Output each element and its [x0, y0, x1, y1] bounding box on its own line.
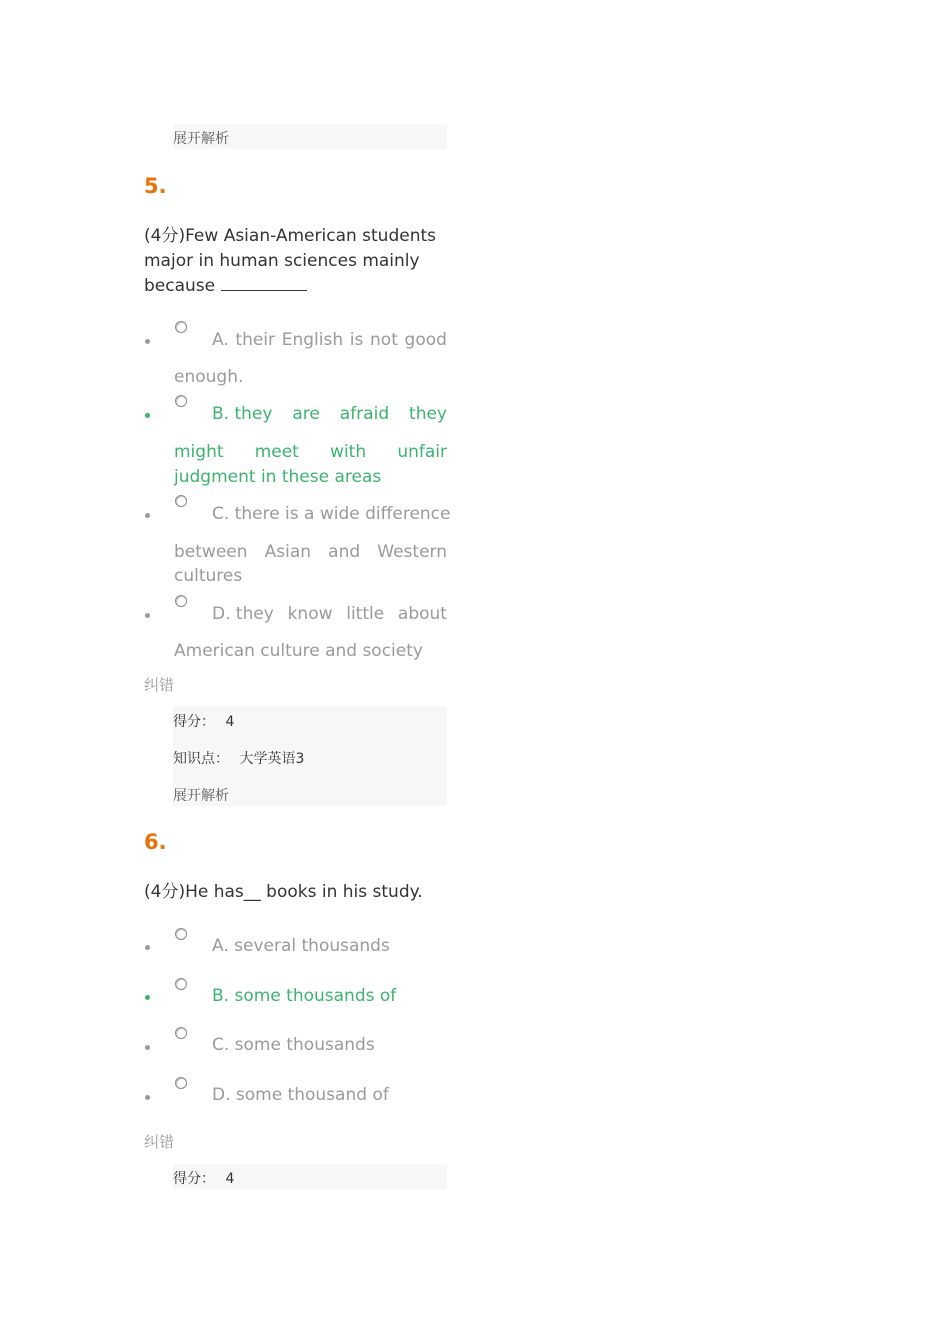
option-b-line2 — [174, 442, 447, 462]
option-d-line1 — [212, 604, 447, 624]
option-word: B. they — [212, 404, 273, 424]
radio-option-d[interactable] — [175, 595, 187, 607]
option-word: about — [397, 604, 447, 624]
option-word: afraid — [339, 404, 390, 424]
option-a-text: A. several thousands — [212, 936, 390, 956]
score-value: 4 — [225, 1171, 235, 1187]
analysis-box-q4 — [173, 124, 447, 149]
option-b-line3: judgment in these areas — [174, 467, 382, 487]
option-word: Asian — [264, 542, 312, 562]
score-value: 4 — [225, 714, 235, 730]
option-word: meet — [254, 442, 299, 462]
option-b-text: B. some thousands of — [212, 986, 397, 1006]
list-bullet — [145, 613, 150, 618]
report-error-link[interactable]: 纠错 — [144, 676, 175, 694]
list-bullet — [145, 945, 150, 950]
analysis-box-q6 — [173, 1164, 447, 1189]
analysis-box-q5 — [173, 706, 447, 806]
question-stem: (4分)He has__ books in his study. — [144, 882, 423, 902]
option-word: know — [287, 604, 333, 624]
stem-line: major in human sciences mainly — [144, 251, 420, 271]
option-word: good — [404, 330, 447, 350]
expand-analysis-link[interactable]: 展开解析 — [173, 788, 229, 804]
option-word: they — [409, 404, 447, 424]
option-d-line2: American culture and society — [174, 641, 423, 661]
score-label: 得分： — [173, 1171, 215, 1187]
option-a-line2: enough. — [174, 367, 244, 387]
option-word: A. — [212, 330, 229, 350]
list-bullet — [145, 413, 150, 418]
option-word: Western — [377, 542, 447, 562]
option-a-line1 — [212, 330, 447, 350]
radio-option-b[interactable] — [175, 978, 187, 990]
radio-option-d[interactable] — [175, 1077, 187, 1089]
knowledge-line — [173, 748, 304, 768]
stem-line-text: because — [144, 276, 216, 296]
list-bullet — [145, 1045, 150, 1050]
question-stem — [144, 224, 444, 299]
option-c-line3: cultures — [174, 566, 243, 586]
radio-option-a[interactable] — [175, 321, 187, 333]
option-word: their — [235, 330, 276, 350]
question-number: 6. — [144, 830, 167, 854]
expand-analysis-link[interactable]: 展开解析 — [173, 131, 229, 147]
knowledge-value: 大学英语3 — [239, 751, 305, 767]
option-word: little — [346, 604, 385, 624]
answer-blank — [221, 276, 307, 291]
option-b-line1 — [212, 404, 447, 424]
radio-option-c[interactable] — [175, 1027, 187, 1039]
knowledge-label: 知识点： — [173, 751, 229, 767]
option-word: not — [370, 330, 398, 350]
score-line — [173, 1168, 234, 1188]
radio-option-a[interactable] — [175, 928, 187, 940]
list-bullet — [145, 995, 150, 1000]
radio-option-c[interactable] — [175, 495, 187, 507]
option-word: is — [349, 330, 364, 350]
list-bullet — [145, 1095, 150, 1100]
option-word: D. they — [212, 604, 274, 624]
stem-line: (4分)Few Asian-American students — [144, 226, 437, 246]
radio-option-b[interactable] — [175, 395, 187, 407]
option-word: between — [174, 542, 248, 562]
option-word: with — [330, 442, 367, 462]
list-bullet — [145, 339, 150, 344]
score-label: 得分： — [173, 714, 215, 730]
question-number: 5. — [144, 174, 167, 198]
option-word: are — [292, 404, 320, 424]
option-c-line2 — [174, 542, 447, 562]
option-c-line1: C. there is a wide difference — [212, 504, 451, 524]
list-bullet — [145, 513, 150, 518]
option-c-text: C. some thousands — [212, 1035, 375, 1055]
option-d-text: D. some thousand of — [212, 1085, 389, 1105]
score-line — [173, 711, 234, 731]
option-word: English — [281, 330, 344, 350]
option-word: unfair — [397, 442, 447, 462]
option-word: and — [328, 542, 361, 562]
stem-line — [144, 274, 444, 299]
option-word: might — [174, 442, 224, 462]
report-error-link[interactable]: 纠错 — [144, 1133, 175, 1151]
